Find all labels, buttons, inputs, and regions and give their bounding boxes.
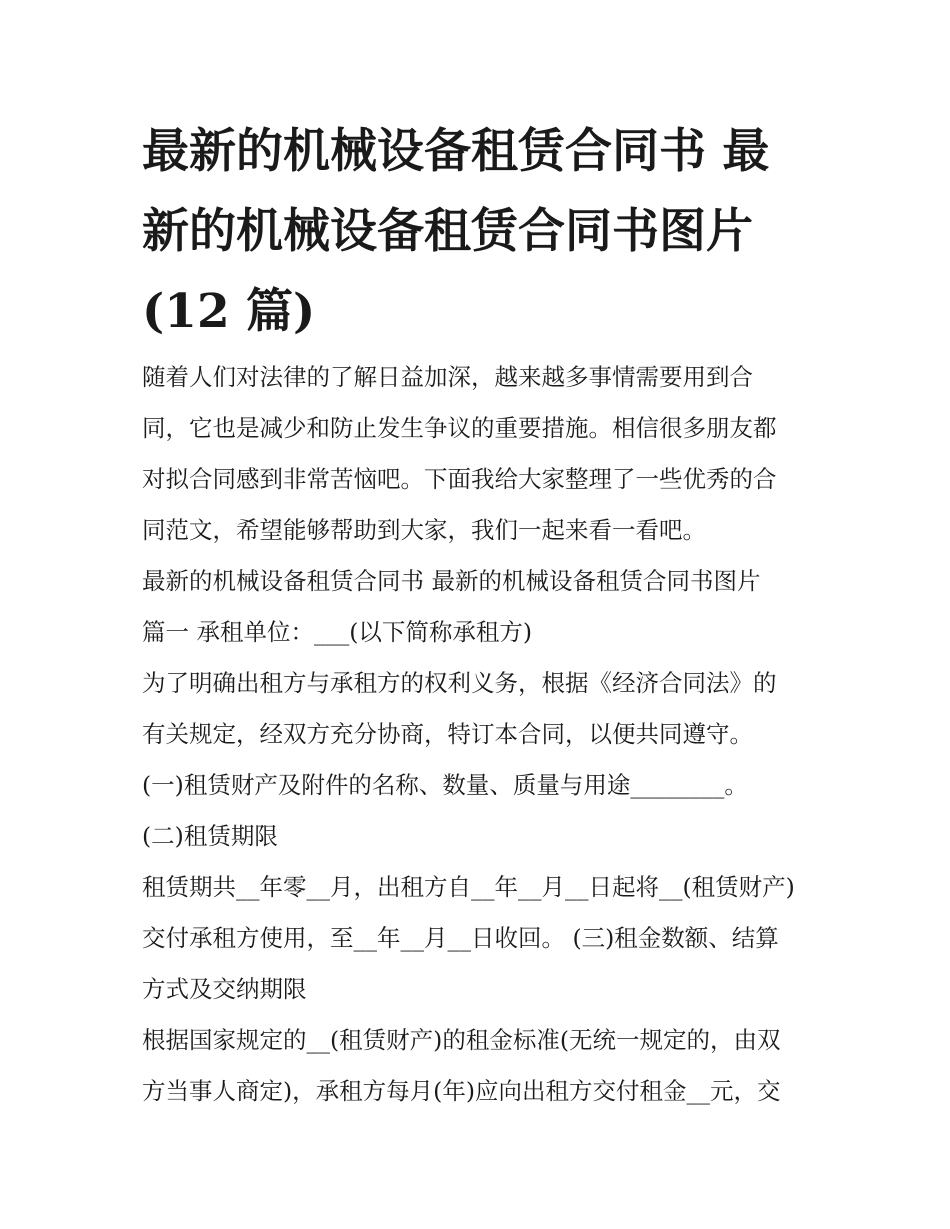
clause-line: 根据国家规定的__(租赁财产)的租金标准(无统一规定的，由双 [142, 1026, 781, 1054]
document-body [142, 352, 822, 1117]
intro-line: 对拟合同感到非常苦恼吧。下面我给大家整理了一些优秀的合 [142, 465, 777, 493]
contract-line: 有关规定，经双方充分协商，特订本合同，以便共同遵守。 [142, 720, 753, 748]
clause-line: 方式及交纳期限 [142, 975, 307, 1003]
clause-line: 方当事人商定)，承租方每月(年)应向出租方交付租金__元，交 [142, 1077, 781, 1105]
intro-line: 同，它也是减少和防止发生争议的重要措施。相信很多朋友都 [142, 414, 777, 442]
intro-line: 随着人们对法律的了解日益加深，越来越多事情需要用到合 [142, 363, 753, 391]
clause-line: (二)租赁期限 [142, 822, 278, 850]
section-heading: 最新的机械设备租赁合同书 最新的机械设备租赁合同书图片 [142, 567, 761, 595]
clause-line: (一)租赁财产及附件的名称、数量、质量与用途________。 [142, 771, 748, 799]
title-line: (12 篇) [142, 284, 316, 339]
clause-line: 交付承租方使用，至__年__月__日收回。 (三)租金数额、结算 [142, 924, 779, 952]
document-title [142, 112, 822, 352]
intro-line: 同范文，希望能够帮助到大家，我们一起来看一看吧。 [142, 516, 706, 544]
clause-line: 租赁期共__年零__月，出租方自__年__月__日起将__(租赁财产) [142, 873, 795, 901]
contract-line: 篇一 承租单位：___(以下简称承租方) [142, 618, 533, 646]
contract-line: 为了明确出租方与承租方的权利义务，根据《经济合同法》的 [142, 669, 777, 697]
title-line: 新的机械设备租赁合同书图片 [142, 204, 753, 259]
title-line: 最新的机械设备租赁合同书 最 [142, 124, 770, 179]
